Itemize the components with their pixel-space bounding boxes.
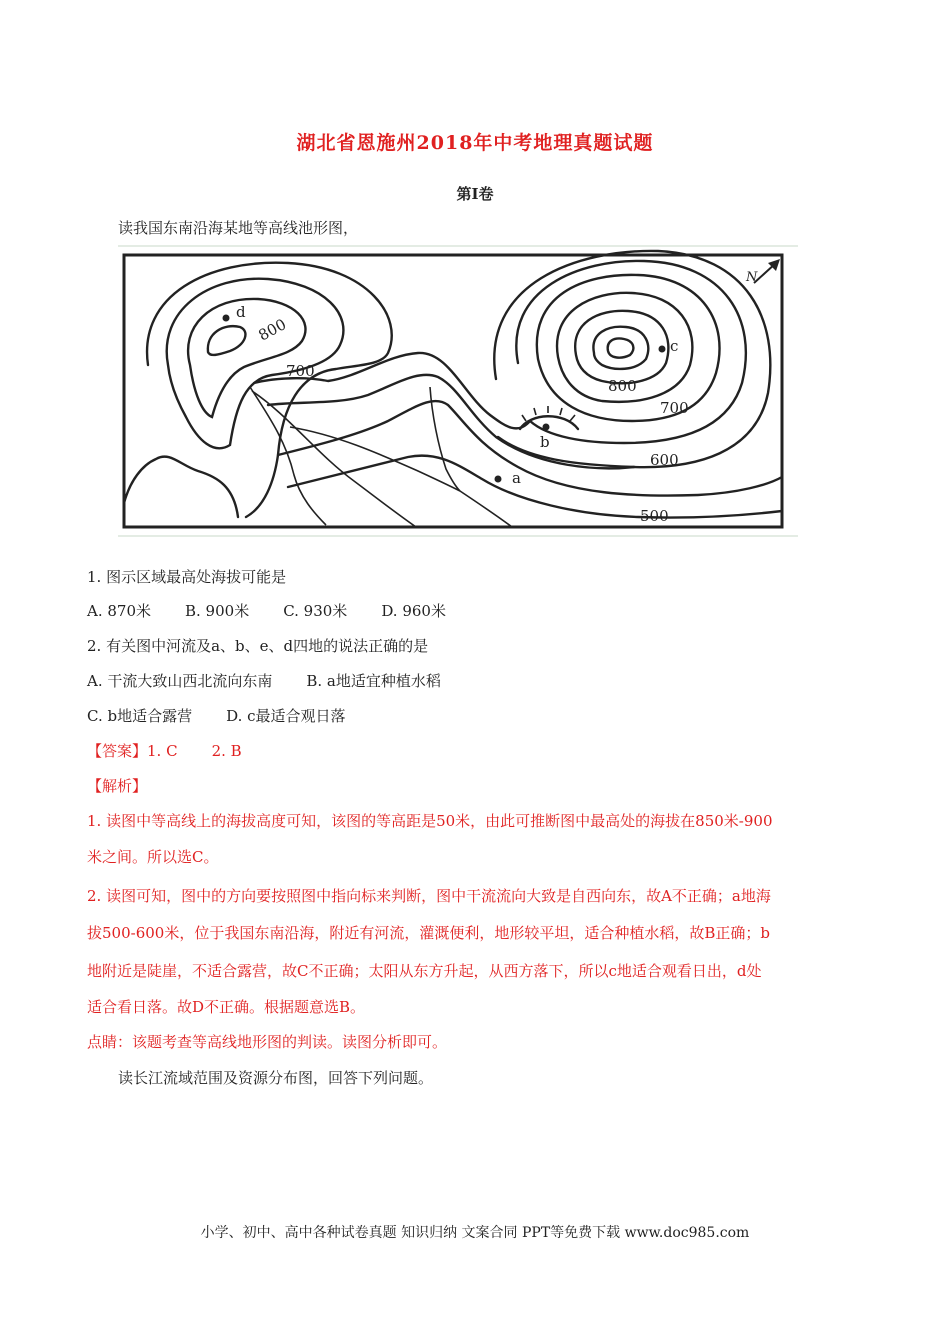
option: B. a地适宜种植水稻: [306, 672, 441, 690]
north-arrow-icon: [745, 259, 780, 285]
river: [460, 491, 512, 527]
figure-intro: 读我国东南沿海某地等高线池形图，: [118, 219, 359, 237]
option: A. 870米: [87, 602, 151, 620]
contour-line: [208, 326, 246, 355]
label-d: d: [236, 303, 246, 321]
label-c: c: [670, 337, 679, 355]
option: D. c最适合观日落: [226, 707, 346, 725]
analysis-line: 米之间。所以选C。: [87, 848, 219, 866]
next-question-intro: 读长江流域范围及资源分布图，回答下列问题。: [118, 1069, 434, 1087]
analysis-line: 1. 读图中等高线上的海拔高度可知，该图的等高距是50米，由此可推断图中最高处的海拔在850米-900: [87, 812, 773, 830]
answer-text: 1. C: [147, 742, 178, 760]
contour-label: 700: [286, 362, 315, 380]
page-footer: 小学、初中、高中各种试卷真题 知识归纳 文案合同 PPT等免费下载 www.doc985.com: [200, 1225, 750, 1241]
question-2-stem: 2. 有关图中河流及a、b、e、d四地的说法正确的是: [87, 637, 429, 655]
contour-line: [494, 251, 770, 467]
contour-line: [608, 339, 634, 358]
option: D. 960米: [381, 602, 446, 620]
contour-line: [593, 327, 648, 369]
label-a: a: [512, 469, 521, 487]
analysis-line: 拔500-600米，位于我国东南沿海，附近有河流，灌溉便利，地形较平坦，适合种植水稻，故B正确；b: [87, 924, 770, 942]
analysis-line: 适合看日落。故D不正确。根据题意选B。: [87, 998, 366, 1016]
contour-label: 600: [650, 451, 679, 469]
answer-line: [87, 740, 242, 761]
contour-map: [118, 245, 798, 537]
section-heading: 第Ⅰ卷: [456, 185, 494, 203]
svg-text:N: N: [746, 270, 758, 285]
point-c: [659, 346, 666, 353]
question-1-stem: 1. 图示区域最高处海拔可能是: [87, 568, 287, 586]
contour-line: [575, 311, 668, 383]
contour-label: 500: [640, 507, 669, 525]
contour-label: 700: [660, 399, 689, 417]
analysis-line: 2. 读图可知，图中的方向要按照图中指向标来判断，图中干流流向大致是自西向东，故A不正确；a地海: [87, 887, 771, 905]
answer-text: 2. B: [211, 742, 242, 760]
page-title: 湖北省恩施州2018年中考地理真题试题: [296, 132, 654, 154]
river: [290, 427, 460, 491]
point-b: [543, 424, 550, 431]
analysis-line: 地附近是陡崖，不适合露营，故C不正确；太阳从东方升起，从西方落下，所以c地适合观看日出，d处: [87, 962, 762, 980]
question-2-options-row2: [87, 705, 346, 726]
comment-line: 点睛：该题考查等高线地形图的判读。读图分析即可。: [87, 1033, 448, 1051]
contour-label: 800: [255, 315, 290, 345]
contour-line: [188, 299, 305, 417]
option: B. 900米: [185, 602, 250, 620]
point-d: [223, 315, 230, 322]
option: A. 干流大致山西北流向东南: [87, 672, 273, 690]
point-a: [495, 476, 502, 483]
analysis-label: 【解析】: [87, 777, 148, 795]
question-2-options-row1: [87, 670, 441, 691]
option: C. b地适合露营: [87, 707, 193, 725]
contour-label: 800: [608, 377, 637, 395]
answer-label: 【答案】: [87, 742, 148, 760]
question-1-options: [87, 600, 446, 621]
label-b: b: [540, 433, 550, 451]
option: C. 930米: [283, 602, 348, 620]
contour-line: [124, 457, 238, 517]
